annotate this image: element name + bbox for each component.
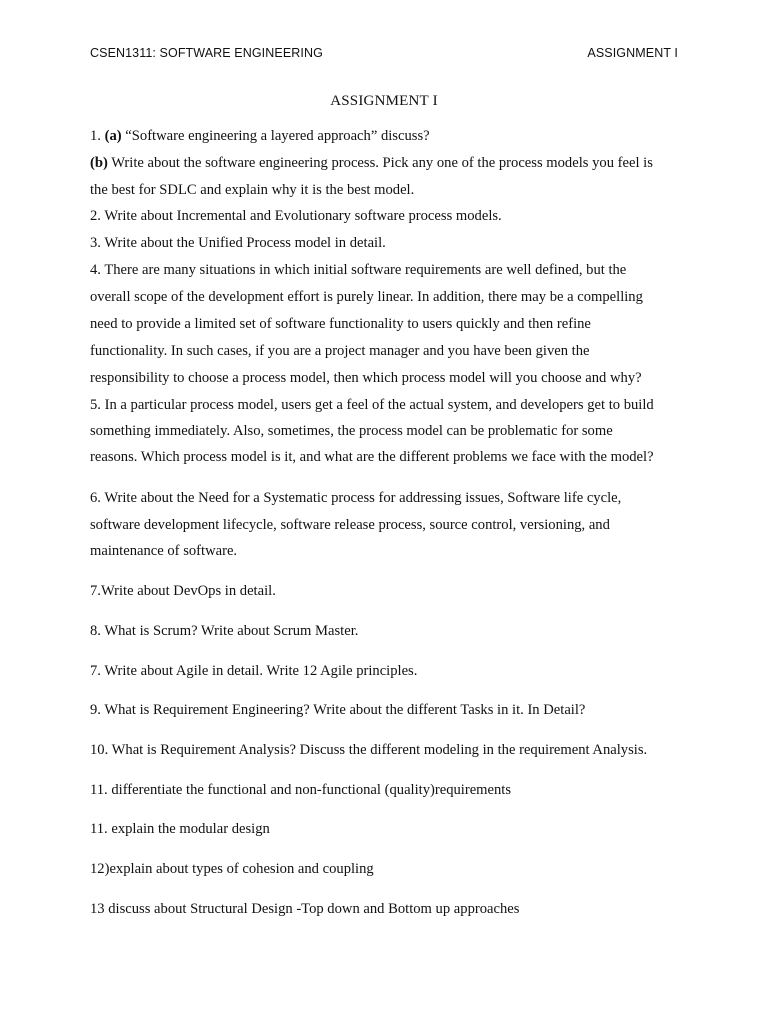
question-11-requirements: 11. differentiate the functional and non-functional (quality)requirements — [90, 782, 512, 798]
question-number: 1. — [90, 128, 101, 144]
question-2: 2. Write about Incremental and Evolutionary software process models. — [90, 208, 502, 224]
question-7-agile: 7. Write about Agile in detail. Write 12 Agile principles. — [90, 663, 418, 679]
question-7-devops: 7.Write about DevOps in detail. — [90, 583, 276, 599]
question-12: 12)explain about types of cohesion and coupling — [90, 861, 374, 877]
assignment-header: ASSIGNMENT I — [587, 46, 678, 60]
question-5-line: 5. In a particular process model, users get a feel of the actual system, and developers get to build — [90, 397, 654, 413]
question-text: Write about the software engineering process. Pick any one of the process models you feel is — [111, 155, 653, 171]
part-marker: (b) — [90, 155, 108, 171]
running-header — [90, 46, 678, 64]
question-11-modular-design: 11. explain the modular design — [90, 821, 270, 837]
question-13: 13 discuss about Structural Design -Top down and Bottom up approaches — [90, 901, 520, 917]
question-1b-line-2: the best for SDLC and explain why it is the best model. — [90, 182, 415, 198]
course-header: CSEN1311: SOFTWARE ENGINEERING — [90, 46, 323, 60]
part-marker: (a) — [104, 128, 122, 144]
question-text: “Software engineering a layered approach” discuss? — [125, 128, 430, 144]
question-9: 9. What is Requirement Engineering? Write about the different Tasks in it. In Detail? — [90, 702, 586, 718]
question-8: 8. What is Scrum? Write about Scrum Master. — [90, 623, 359, 639]
question-6-line: 6. Write about the Need for a Systematic process for addressing issues, Software life cycle, — [90, 490, 622, 506]
question-4-line: need to provide a limited set of software functionality to users quickly and then refine — [90, 316, 591, 332]
question-5-line: something immediately. Also, sometimes, the process model can be problematic for some — [90, 423, 613, 439]
question-4-line: 4. There are many situations in which initial software requirements are well defined, but the — [90, 262, 627, 278]
question-4-line: overall scope of the development effort is purely linear. In addition, there may be a compelling — [90, 289, 643, 305]
question-4-line: responsibility to choose a process model, then which process model will you choose and why? — [90, 370, 642, 386]
question-1a — [90, 127, 430, 145]
question-6-line: maintenance of software. — [90, 543, 238, 559]
question-4-line: functionality. In such cases, if you are a project manager and you have been given the — [90, 343, 590, 359]
question-10: 10. What is Requirement Analysis? Discuss the different modeling in the requirement Analysis. — [90, 742, 648, 758]
question-3: 3. Write about the Unified Process model in detail. — [90, 235, 386, 251]
question-5-line: reasons. Which process model is it, and what are the different problems we face with the model? — [90, 449, 654, 465]
question-6-line: software development lifecycle, software release process, source control, versioning, and — [90, 517, 610, 533]
document-title: ASSIGNMENT I — [330, 93, 438, 109]
question-1b — [90, 154, 653, 172]
